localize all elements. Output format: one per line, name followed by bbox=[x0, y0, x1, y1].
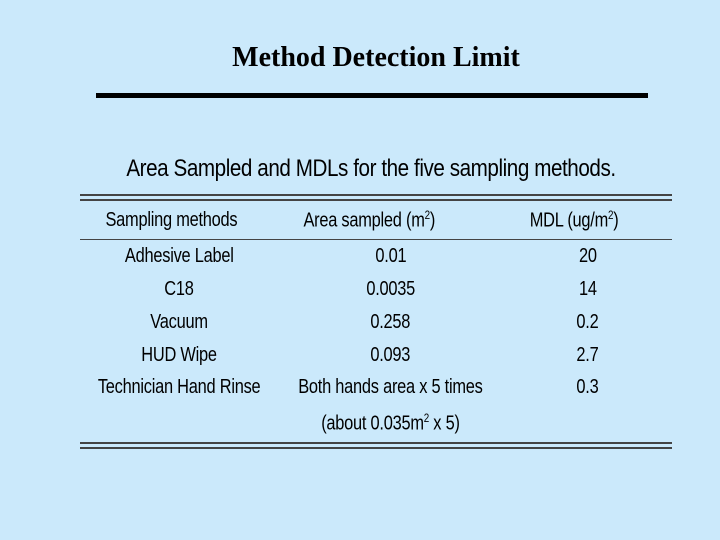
title-underline bbox=[96, 93, 648, 98]
cell-mdl: 2.7 bbox=[576, 344, 599, 366]
cell-mdl: 0.2 bbox=[576, 311, 599, 333]
table-bottom-rule bbox=[80, 442, 672, 449]
cell-method: C18 bbox=[164, 278, 194, 300]
table-caption: Area Sampled and MDLs for the five sampling methods. bbox=[126, 155, 616, 182]
header-sampling-methods: Sampling methods bbox=[105, 208, 237, 231]
header-area-sampled: Area sampled $(m^2)$ bbox=[303, 207, 435, 232]
header-mdl: MDL $(ug/m^2)$ bbox=[529, 207, 619, 232]
table-header-row bbox=[80, 201, 672, 239]
cell-mdl: 20 bbox=[578, 245, 597, 267]
table-row bbox=[80, 306, 672, 339]
cell-mdl: 14 bbox=[578, 278, 597, 300]
cell-method: Adhesive Label bbox=[124, 245, 234, 267]
table-row bbox=[80, 372, 672, 436]
table-row bbox=[80, 240, 672, 273]
table-row bbox=[80, 339, 672, 372]
cell-method: Vacuum bbox=[150, 311, 208, 333]
cell-area: 0.093 bbox=[370, 344, 411, 366]
cell-method: HUD Wipe bbox=[141, 344, 217, 366]
cell-mdl: 0.3 bbox=[576, 376, 599, 398]
mdl-table bbox=[80, 194, 672, 449]
cell-area: 0.01 bbox=[375, 245, 407, 267]
table-top-rule bbox=[80, 194, 672, 201]
cell-area: Both hands area x 5 times (about $0.035m^2$ x 5) bbox=[298, 376, 483, 435]
table-row bbox=[80, 273, 672, 306]
cell-method: Technician Hand Rinse bbox=[97, 376, 261, 398]
cell-area: 0.258 bbox=[370, 311, 411, 333]
cell-area: 0.0035 bbox=[366, 278, 416, 300]
slide-title: Method Detection Limit bbox=[232, 42, 520, 73]
